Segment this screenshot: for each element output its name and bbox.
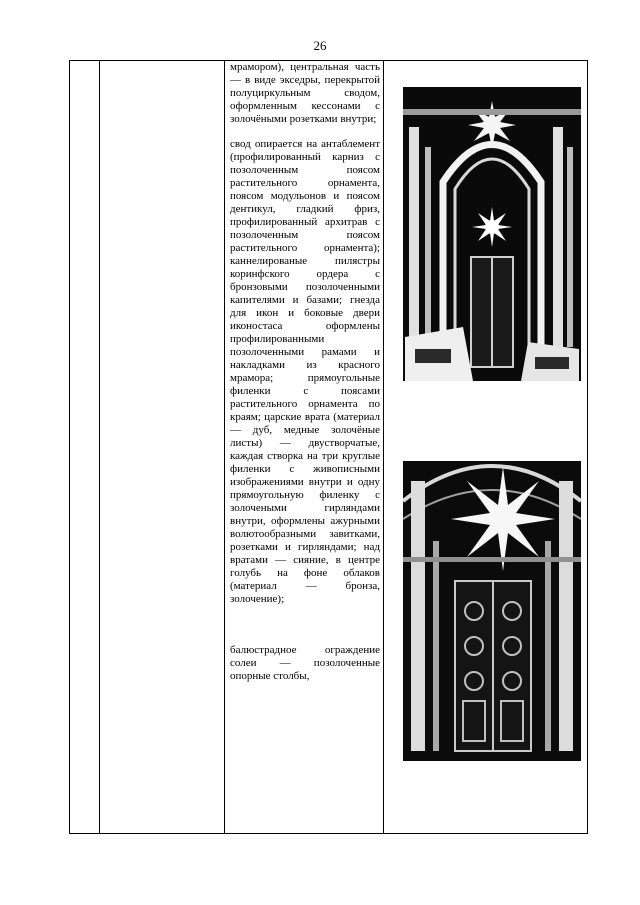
description-table — [69, 60, 588, 834]
description-paragraph: свод опирается на антаблемент (профилированный карниз с позолоченным поясом растительного орнамента, поясом модульонов и поясом дентикул, гладкий фриз, профилированный архитрав с позолоченным поясом растительного орнамента); каннелированые пилястры коринфского ордера с бронзовыми позолоченными капителями и базами; гнезда для икон и боковые двери иконостаса оформлены профилированными позолоченными рамами и накладками из красного мрамора; прямоугольные филенки с поясами растительного орнамента по краям; царские врата (материал — дуб, медные золочёные листы) — двустворчатые, каждая створка на три круглые филенки с живописными изображениями внутри и одну прямоугольную филенку с золочеными гирляндами внутри, оформлены ажурными волютообразными завитками, розетками и гирляндами; над вратами — сияние, в центре голубь на фоне облаков (материал — бронза, золочение); — [230, 138, 380, 605]
column-divider — [383, 61, 384, 833]
iconostasis-arch-photo — [403, 87, 581, 381]
column-divider — [99, 61, 100, 833]
column-divider — [224, 61, 225, 833]
royal-doors-radiance-photo — [403, 461, 581, 761]
description-text-column — [230, 61, 380, 683]
description-paragraph: мрамором), центральная часть — в виде экседры, перекрытой полуциркульным сводом, оформленным кессонами с золочёными розетками внутри; — [230, 61, 380, 125]
page-number: 26 — [313, 38, 327, 53]
description-paragraph: балюстрадное ограждение солеи — позолоченные опорные столбы, — [230, 644, 380, 682]
